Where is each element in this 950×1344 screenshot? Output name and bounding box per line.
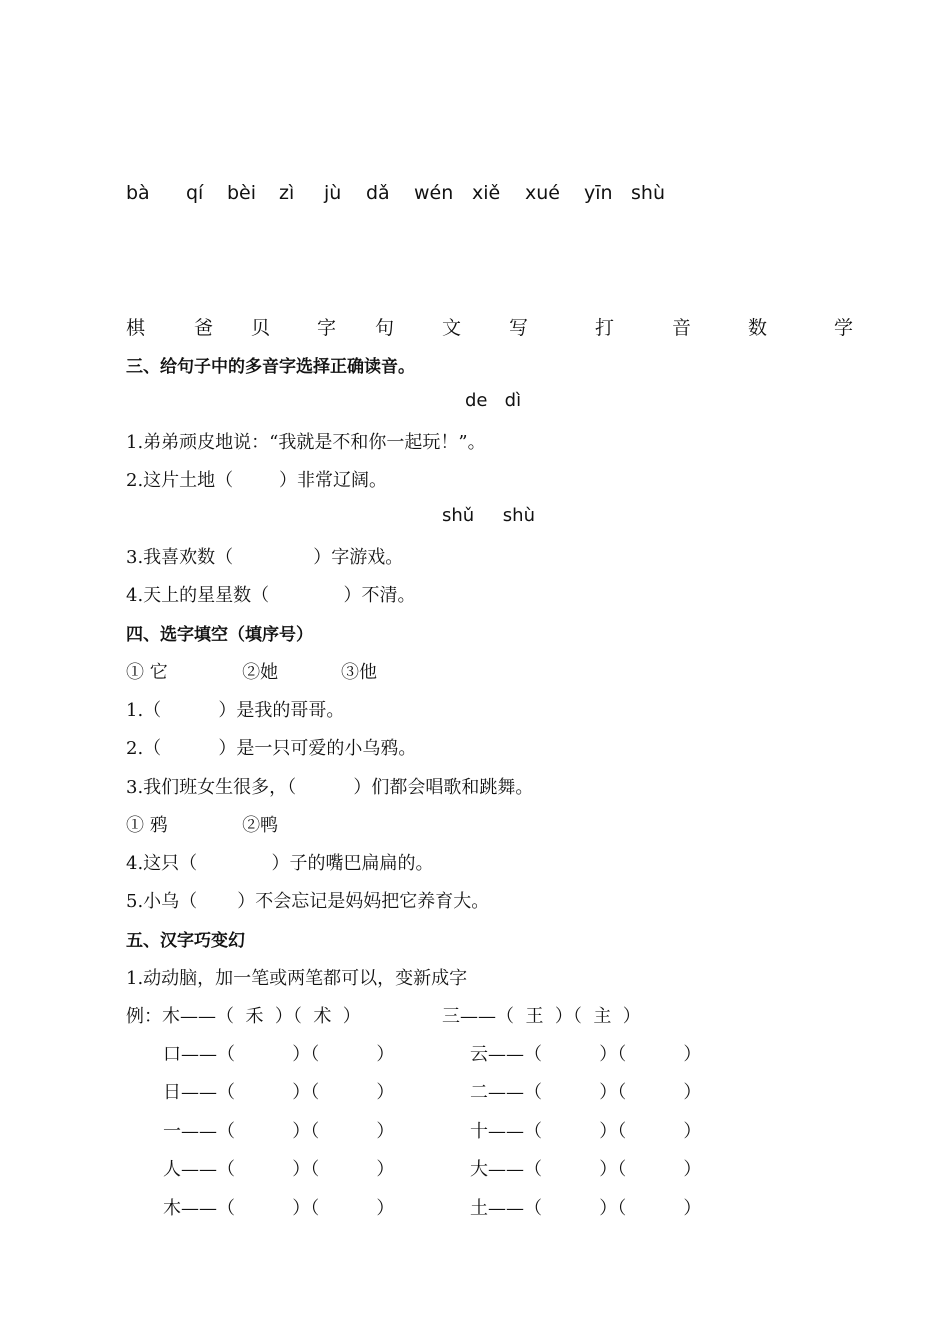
sentence-4: [126, 581, 416, 607]
exercise-right-5: 土——（ ）（ ）: [470, 1198, 702, 1219]
exercise-right-3: 十——（ ）（ ）: [470, 1121, 702, 1142]
hanzi-char: 打: [595, 317, 615, 339]
question-4: 4.这只（ ）子的嘴巴扁扁的。: [126, 853, 434, 874]
pinyin-ju: jù: [324, 182, 342, 204]
exercise-left-3: 一——（ ）（ ）: [163, 1121, 395, 1142]
sentence-1: [126, 428, 486, 454]
section-3-heading: 三、给句子中的多音字选择正确读音。: [126, 357, 415, 377]
pinyin-qi: qí: [186, 182, 204, 204]
sentence-3: [126, 543, 403, 569]
pinyin-zi: zì: [279, 182, 295, 204]
exercise-right-1: 云——（ ）（ ）: [470, 1044, 702, 1065]
question-1: 1.（ ）是我的哥哥。: [126, 700, 345, 721]
hanzi-char: 数: [748, 317, 768, 339]
pinyin-ba: bà: [126, 182, 150, 204]
hanzi-char: 句: [375, 317, 395, 339]
exercise-left-2: 日——（ ）（ ）: [163, 1082, 395, 1103]
exercise-left-4: 人——（ ）（ ）: [163, 1159, 395, 1180]
sentence-2: [126, 466, 387, 492]
section-5-intro: 1.动动脑，加一笔或两笔都可以，变新成字: [126, 968, 468, 989]
sentence-text: 2.这片土地（ ）非常辽阔。: [126, 470, 387, 491]
hanzi-char: 棋: [126, 317, 146, 339]
sentence-text: 1.弟弟顽皮地说：“我就是不和你一起玩！”。: [126, 432, 486, 453]
sentence-text: 4.天上的星星数（ ）不清。: [126, 585, 416, 606]
section-5-heading: 五、汉字巧变幻: [126, 931, 245, 951]
pinyin-yin: yīn: [584, 182, 613, 204]
hanzi-char: 爸: [194, 317, 214, 339]
hanzi-char: 写: [509, 317, 529, 339]
exercise-left-5: 木——（ ）（ ）: [163, 1198, 395, 1219]
hanzi-char: 字: [317, 317, 337, 339]
question-3: 3.我们班女生很多，（ ）们都会唱歌和跳舞。: [126, 777, 534, 798]
choices-2: ① 鸦 ②鸭: [126, 815, 279, 836]
pinyin-options-2: shǔ shù: [442, 505, 535, 526]
exercise-right-2: 二——（ ）（ ）: [470, 1082, 702, 1103]
pinyin-xue: xué: [525, 182, 560, 204]
pinyin-da: dǎ: [366, 182, 390, 204]
sentence-text: 3.我喜欢数（ ）字游戏。: [126, 547, 404, 568]
exercise-right-4: 大——（ ）（ ）: [470, 1159, 702, 1180]
choices-1: ① 它 ②她 ③他: [126, 662, 378, 683]
pinyin-xie: xiě: [472, 182, 501, 204]
hanzi-char: 贝: [251, 317, 271, 339]
hanzi-char: 文: [442, 317, 462, 339]
pinyin-bei: bèi: [227, 182, 257, 204]
section-4-heading: 四、选字填空（填序号）: [126, 625, 313, 645]
pinyin-shu: shù: [631, 182, 665, 204]
question-2: 2.（ ）是一只可爱的小乌鸦。: [126, 738, 417, 759]
exercise-left-1: 口——（ ）（ ）: [163, 1044, 395, 1065]
hanzi-char: 学: [834, 317, 854, 339]
example-left: 例：木——（ 禾 ）（ 术 ）: [126, 1006, 361, 1027]
pinyin-options-1: de dì: [465, 390, 522, 411]
question-5: 5.小乌（ ）不会忘记是妈妈把它养育大。: [126, 891, 490, 912]
hanzi-char: 音: [672, 317, 692, 339]
example-right: 三——（ 王 ）（ 主 ）: [442, 1006, 641, 1027]
pinyin-wen: wén: [414, 182, 454, 204]
